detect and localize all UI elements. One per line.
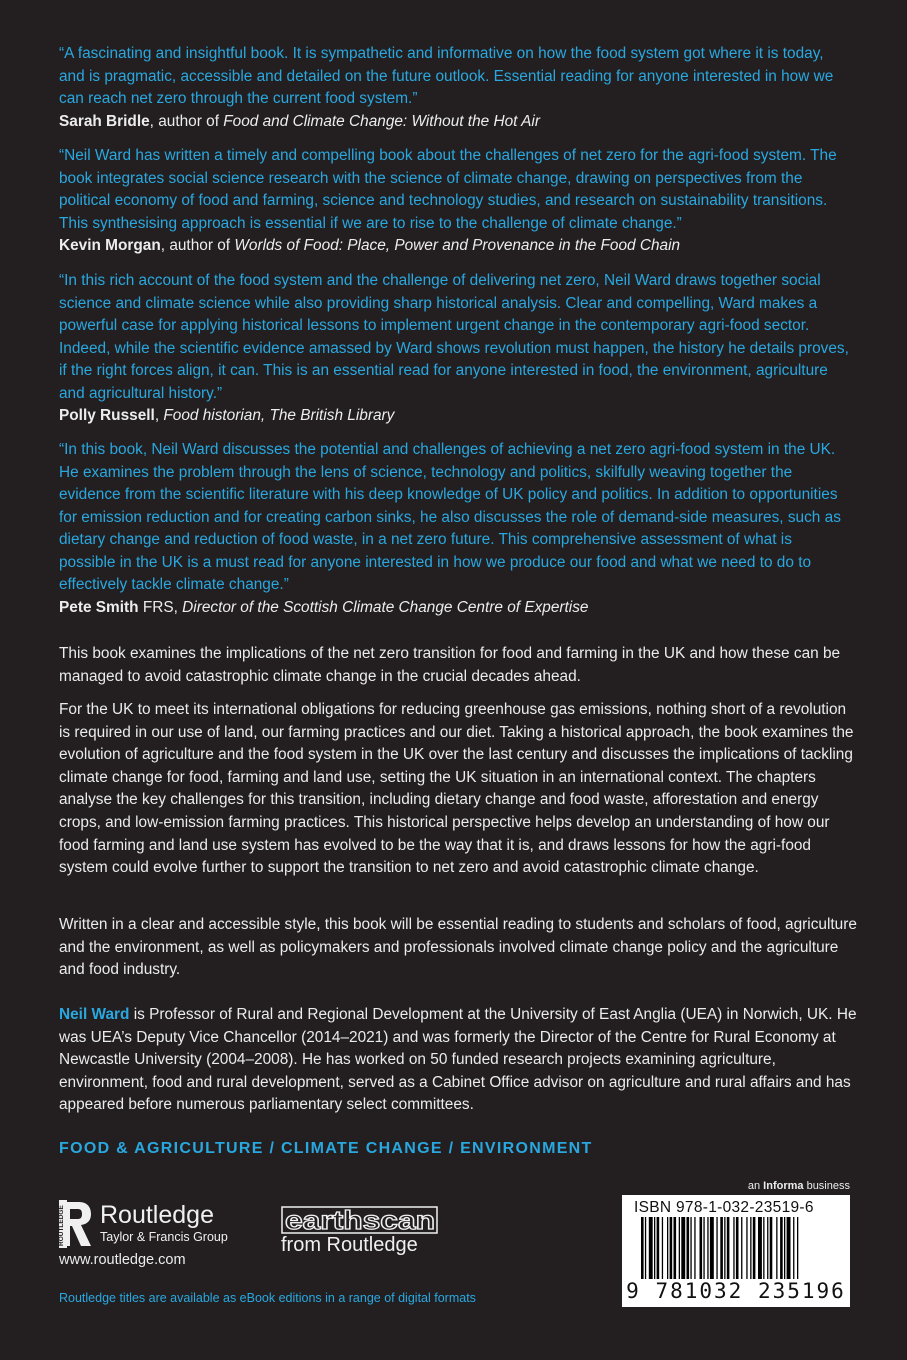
barcode-bar: [694, 1217, 695, 1279]
endorser-name: Polly Russell: [59, 407, 155, 424]
routledge-subtitle: Taylor & Francis Group: [100, 1230, 228, 1244]
isbn-label: ISBN 978-1-032-23519-6: [634, 1199, 814, 1216]
earthscan-logo: [281, 1205, 439, 1235]
endorsement-quote: “Neil Ward has written a timely and compelling book about the challenges of net zero for the agri-food system. The book integrates social science research with the science of climate change, drawing on perspectives from the political economy of food and farming, science and technology studies, and research on sustainability transitions. This synthesising approach is essential if we are to rise to the challenge of climate change.”: [59, 147, 837, 232]
endorsement-attribution: [59, 111, 849, 133]
routledge-name: Routledge: [100, 1201, 214, 1229]
informa-tagline: [748, 1180, 850, 1192]
barcode-bar: [776, 1217, 777, 1279]
barcode-bar: [716, 1217, 717, 1279]
endorsement-quote: “A fascinating and insightful book. It is sympathetic and informative on how the food system got where it is today, and is pragmatic, accessible and detailed on the future outlook. Essential reading for anyone interested in how we can reach net zero through the current food system.”: [59, 45, 834, 107]
barcode-bar: [649, 1217, 653, 1279]
endorsement-4: [59, 439, 849, 619]
isbn-barcode: [622, 1195, 850, 1307]
endorser-role: ,: [154, 407, 164, 424]
barcode-bars: [627, 1217, 845, 1279]
author-bio: [59, 1004, 859, 1117]
earthscan-wordmark: earthscan: [285, 1205, 435, 1235]
barcode-bar: [670, 1217, 673, 1279]
endorsement-2: [59, 145, 849, 257]
description-paragraph-3: Written in a clear and accessible style, this book will be essential reading to students and scholars of food, agriculture and the environment, as well as policymakers and professionals involved climate change policy and the agriculture and food industry.: [59, 916, 857, 979]
barcode-bar: [746, 1217, 747, 1279]
barcode-bar: [645, 1217, 646, 1279]
barcode-bar: [787, 1217, 791, 1279]
barcode-bar: [758, 1217, 762, 1279]
endorsement-1: [59, 43, 849, 133]
barcode-bar: [707, 1217, 708, 1279]
barcode-bar: [674, 1217, 677, 1279]
barcode-bar: [763, 1217, 764, 1279]
endorsement-3: [59, 270, 849, 427]
barcode-bar: [770, 1217, 773, 1279]
endorser-role: , author of: [160, 237, 235, 254]
informa-brand: Informa: [763, 1180, 804, 1192]
endorsement-quote: “In this book, Neil Ward discusses the potential and challenges of achieving a net zero agri-food system in the UK. He examines the problem through the lens of science, technology and politics, skilfully weaving together the evidence from the scientific literature with his deep knowledge of UK policy and politics. In addition to opportunities for emission reduction and for creating carbon sinks, he also discusses the role of demand-side measures, such as dietary change and reduction of food waste, in a net zero future. This comprehensive assessment of what is possible in the UK is a must read for anyone interested in how we produce our food and what we need to do to effectively tackle climate change.”: [59, 441, 841, 593]
barcode-bar: [750, 1217, 751, 1279]
barcode-bar: [700, 1217, 703, 1279]
barcode-bar: [780, 1217, 783, 1279]
routledge-logo-icon: [59, 1200, 93, 1248]
barcode-bar: [687, 1217, 690, 1279]
publisher-url: www.routledge.com: [59, 1252, 186, 1268]
endorser-role: , author of: [149, 112, 224, 130]
barcode-bar: [679, 1217, 680, 1279]
barcode-bar: [662, 1217, 663, 1279]
endorser-name: Kevin Morgan: [59, 237, 161, 254]
endorsement-quote: “In this rich account of the food system and the challenge of delivering net zero, Neil Ward draws together social science and climate science while also providing sharp historical analysis. Clear and compelling, Ward makes a powerful case for applying historical lessons to implement urgent change in the contemporary agri-food sector. Indeed, while the scientific evidence amassed by Ward shows revolution must happen, the history he details proves, if the right forces align, it can. This is an essential read for anyone interested in food, the environment, agriculture and agricultural history.”: [59, 272, 849, 402]
barcode-bar: [667, 1217, 668, 1279]
barcode-bar: [793, 1217, 794, 1279]
barcode-bar: [727, 1217, 730, 1279]
barcode-bar: [741, 1217, 742, 1279]
endorser-book-title: Worlds of Food: Place, Power and Provenance in the Food Chain: [234, 237, 681, 254]
endorser-role: FRS,: [138, 598, 183, 616]
barcode-bar: [797, 1217, 798, 1279]
barcode-bar: [784, 1217, 785, 1279]
author-bio-text: is Professor of Rural and Regional Development at the University of East Anglia (UEA) in Norwich, UK. He was UEA’s Deputy Vice Chancellor (2014–2021) and was formerly the Director of the Centre for Rural Economy at Newcastle University (2004–2008). He has worked on 50 funded research projects examining agriculture, environment, food and rural development, served as a Cabinet Office advisor on agriculture and rural affairs and has appeared before numerous parliamentary select committees.: [59, 1006, 857, 1114]
barcode-digits: 9 781032 235196: [626, 1279, 846, 1303]
endorser-name: Pete Smith: [59, 598, 139, 616]
author-name: Neil Ward: [59, 1006, 130, 1023]
endorsement-attribution: [59, 235, 849, 257]
barcode-bar: [690, 1217, 691, 1279]
endorsement-attribution: [59, 597, 849, 619]
barcode-bar: [753, 1217, 756, 1279]
endorsement-attribution: [59, 405, 849, 427]
barcode-bar: [641, 1217, 644, 1279]
endorser-name: Sarah Bridle: [59, 112, 150, 130]
earthscan-subtitle: from Routledge: [281, 1234, 418, 1256]
barcode-bar: [736, 1217, 739, 1279]
endorser-book-title: Director of the Scottish Climate Change Centre of Expertise: [182, 598, 589, 616]
informa-prefix: an: [747, 1180, 764, 1192]
barcode-bar: [654, 1217, 655, 1279]
informa-suffix: business: [803, 1180, 850, 1192]
barcode-bar: [767, 1217, 768, 1279]
barcode-bar: [710, 1217, 714, 1279]
endorser-book-title: Food and Climate Change: Without the Hot Air: [223, 112, 540, 130]
barcode-bar: [720, 1217, 723, 1279]
routledge-wordmark: [100, 1201, 228, 1245]
barcode-bar: [703, 1217, 704, 1279]
barcode-bar: [681, 1217, 685, 1279]
barcode-bar: [733, 1217, 734, 1279]
ebook-note: Routledge titles are available as eBook editions in a range of digital formats: [59, 1291, 476, 1305]
barcode-bar: [657, 1217, 660, 1279]
endorser-book-title: Food historian, The British Library: [163, 407, 395, 424]
barcode-bar: [724, 1217, 725, 1279]
description-paragraph-2: For the UK to meet its international obligations for reducing greenhouse gas emissions, nothing short of a revolution is required in our use of land, our farming practices and our diet. Taking a historical approach, the book examines the evolution of agriculture and the food system in the UK over the last century and discusses the implications of tackling climate change for food, farming and land use, setting the UK situation in an international context. The chapters analyse the key challenges for this transition, including dietary change and food waste, afforestation and energy crops, and low-emission farming practices. This historical perspective helps develop an understanding of how our food farming and land use system has evolved to be the way that it is, and draws lessons for how the agri-food system could evolve further to support the transition to net zero and avoid catastrophic climate change.: [59, 701, 854, 877]
routledge-vertical-text: ROUTLEDGE: [58, 1205, 65, 1246]
description-paragraph-1: This book examines the implications of the net zero transition for food and farming in the UK and how these can be managed to avoid catastrophic climate change in the crucial decades ahead.: [59, 645, 841, 685]
subject-categories: FOOD & AGRICULTURE / CLIMATE CHANGE / ENVIRONMENT: [59, 1140, 593, 1157]
